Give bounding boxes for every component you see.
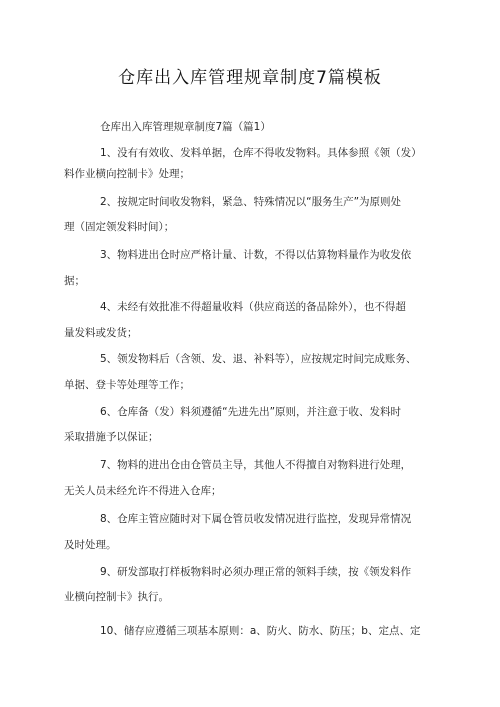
rule-item-2-line-2: 理（固定领发料时间）；	[64, 221, 175, 233]
rule-item-2-line-1: 2、按规定时间收发物料，紧急、特殊情况以“服务生产”为原则处	[100, 196, 402, 208]
rule-item-5-line-1: 5、领发物料后（含领、发、退、补料等），应按规定时间完成账务、	[100, 353, 417, 365]
rule-item-3-line-1: 3、物料进出仓时应严格计量、计数，不得以估算物料量作为收发依	[100, 249, 412, 261]
rule-item-9-line-2: 业横向控制卡》执行。	[64, 591, 169, 603]
section-subtitle: 仓库出入库管理规章制度7篇（篇1）	[100, 121, 271, 133]
rule-item-8-line-1: 8、仓库主管应随时对下属仓管员收发情况进行监控，发现异常情况	[100, 513, 412, 525]
rule-item-5-line-2: 单据、登卡等处理等工作；	[64, 379, 190, 391]
rule-item-6-line-2: 采取措施予以保证；	[64, 431, 159, 443]
rule-item-9-line-1: 9、研发部取打样板物料时必须办理正常的领料手续，按《领发料作	[100, 566, 412, 578]
rule-item-7-line-2: 无关人员未经允许不得进入仓库；	[64, 485, 222, 497]
rule-item-4-line-2: 量发料或发货；	[64, 327, 138, 339]
document-title: 仓库出入库管理规章制度7篇模板	[118, 68, 382, 88]
rule-item-6-line-1: 6、仓库备（发）料须遵循“先进先出”原则，并注意于收、发料时	[100, 406, 402, 418]
rule-item-1-line-2: 料作业横向控制卡》处理；	[64, 168, 190, 180]
rule-item-7-line-1: 7、物料的进出仓由仓管员主导，其他人不得擅自对物料进行处理，	[100, 459, 412, 471]
rule-item-3-line-2: 据；	[64, 275, 85, 287]
rule-item-8-line-2: 及时处理。	[64, 539, 117, 551]
rule-item-4-line-1: 4、未经有效批准不得超量收料（供应商送的备品除外），也不得超	[100, 301, 406, 313]
rule-item-1-line-1: 1、没有有效收、发料单据，仓库不得收发物料。具体参照《领（发）	[100, 147, 422, 159]
rule-item-10-line-1: 10、储存应遵循三项基本原则：a、防火、防水、防压；b、定点、定	[100, 625, 421, 637]
